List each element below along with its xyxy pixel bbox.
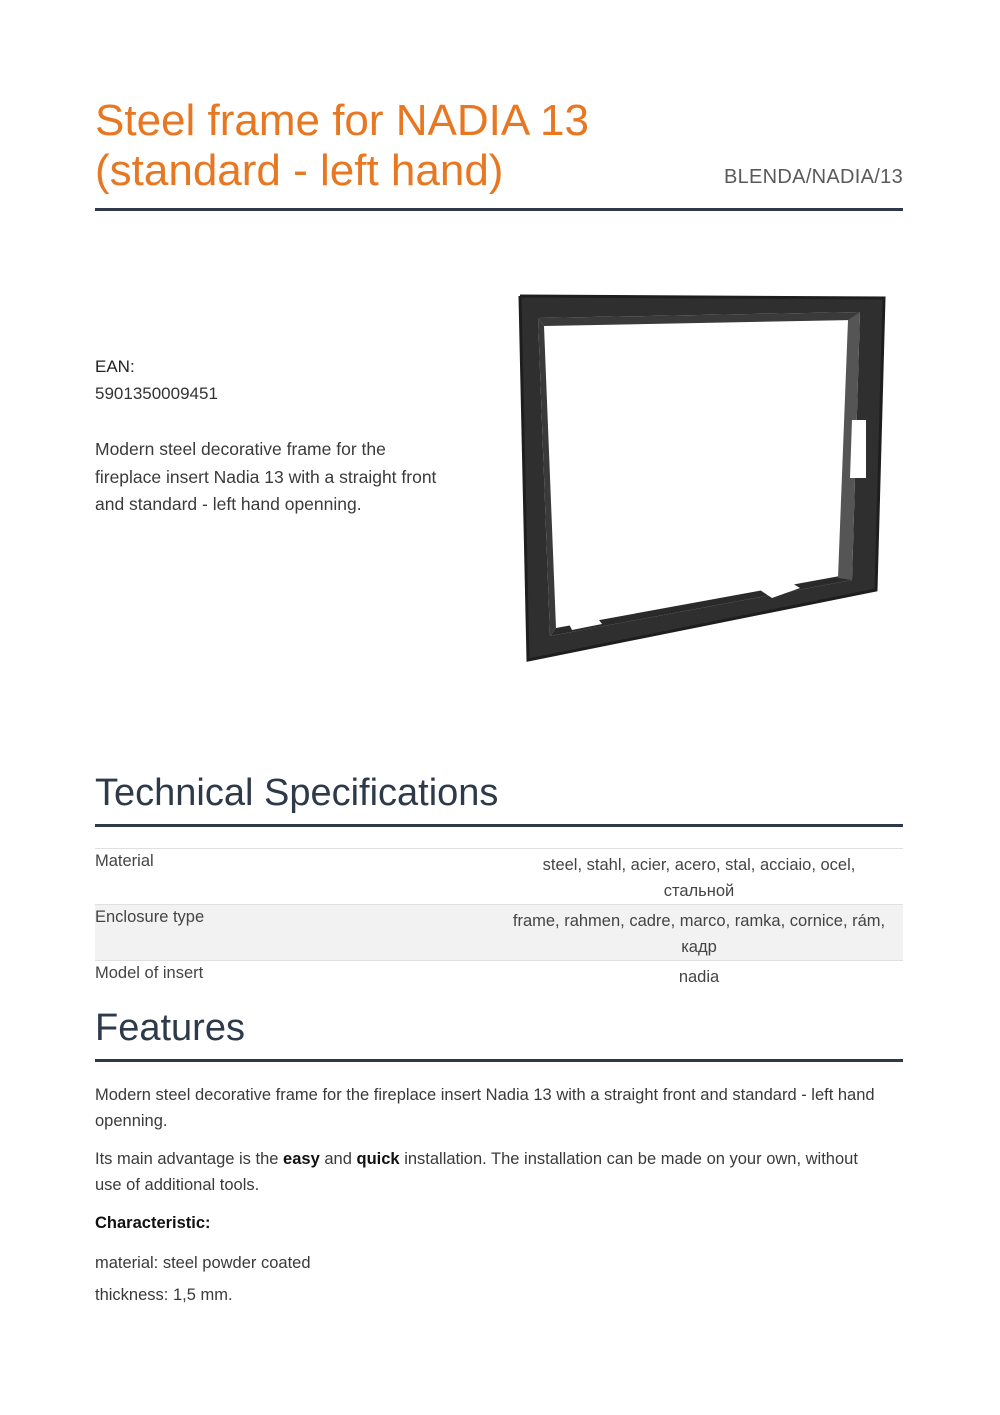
features-divider [95, 1059, 903, 1062]
spec-value: nadia [678, 968, 720, 986]
characteristic-thickness: thickness: 1,5 mm. [95, 1286, 233, 1304]
product-code: BLENDA/NADIA/13 [723, 166, 903, 188]
spec-value [495, 905, 903, 961]
features-bold-quick: quick [356, 1150, 400, 1168]
characteristic-material: material: steel powder coated [95, 1254, 311, 1272]
spec-value-line2: кадр [681, 938, 717, 956]
spec-value-line1: steel, stahl, acier, acero, stal, acciaio, ocel, [542, 856, 856, 874]
specs-heading: Technical Specifications [95, 772, 499, 814]
spec-row-enclosure [95, 905, 903, 961]
spec-label: Model of insert [95, 964, 204, 982]
ean-label: EAN: [95, 357, 135, 376]
steel-frame-image [510, 290, 890, 670]
title-divider [95, 208, 903, 211]
notch-1 [850, 420, 866, 478]
spec-value-line2: стальной [663, 882, 735, 900]
features-text: Its main advantage is the [95, 1150, 279, 1168]
ean-value: 5901350009451 [95, 384, 218, 403]
features-paragraph-1: Modern steel decorative frame for the fireplace insert Nadia 13 with a straight front and standard - left hand openning. [95, 1086, 875, 1130]
features-text: and [324, 1150, 352, 1168]
spec-label: Enclosure type [95, 908, 205, 926]
characteristic-label: Characteristic: [95, 1214, 211, 1232]
spec-value [495, 849, 903, 905]
spec-row-model [95, 961, 903, 991]
spec-label: Material [95, 852, 154, 870]
features-text: installation. The installation can be made on your own, without use of additional tools. [95, 1150, 858, 1194]
features-paragraph-2 [95, 1146, 885, 1198]
specs-divider [95, 824, 903, 827]
features-heading: Features [95, 1007, 245, 1049]
title-block [95, 96, 903, 196]
intro-text: Modern steel decorative frame for the fireplace insert Nadia 13 with a straight front and standard - left hand openning. [95, 439, 437, 514]
features-body [95, 1082, 885, 1314]
spec-row-material [95, 849, 903, 905]
page-title: Steel frame for NADIA 13 (standard - left hand) [95, 96, 589, 195]
spec-table [95, 848, 903, 990]
features-bold-easy: easy [283, 1150, 320, 1168]
spec-value-line1: frame, rahmen, cadre, marco, ramka, cornice, rám, [512, 912, 886, 930]
